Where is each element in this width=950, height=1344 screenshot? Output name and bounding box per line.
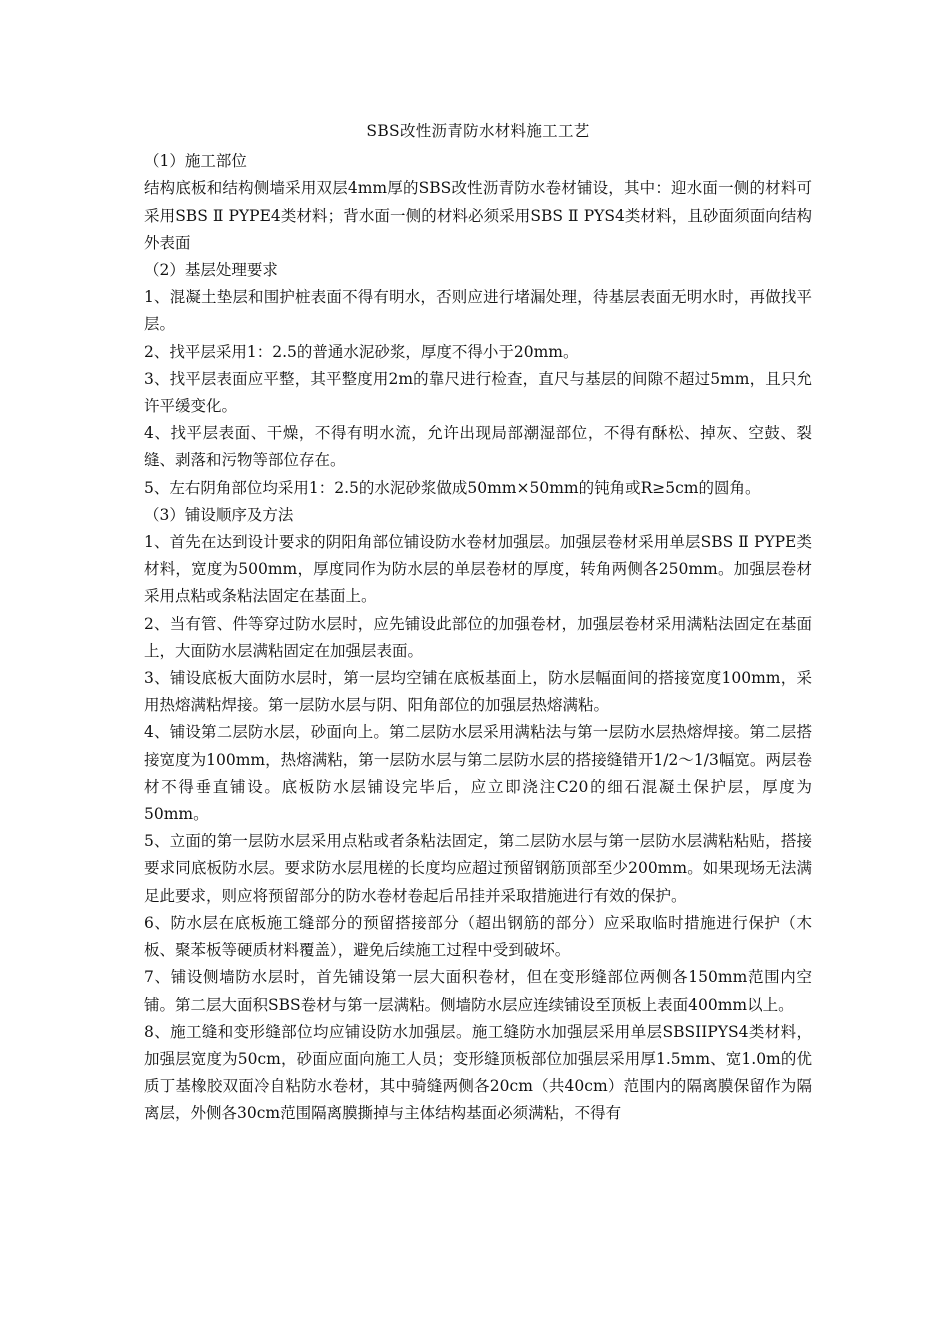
section-construction-location (144, 148, 812, 257)
section-heading: （2）基层处理要求 (144, 261, 278, 280)
paragraph: 1、首先在达到设计要求的阴阳角部位铺设防水卷材加强层。加强层卷材采用单层SBS Ⅱ PYPE类材料，宽度为500mm，厚度同作为防水层的单层卷材的厚度，转角两侧各250mm。加强层卷材采用点粘或条粘法固定在基面上。 (144, 533, 812, 606)
paragraph: 3、铺设底板大面防水层时，第一层均空铺在底板基面上，防水层幅面间的搭接宽度100mm，采用热熔满粘焊接。第一层防水层与阴、阳角部位的加强层热熔满粘。 (144, 669, 812, 715)
paragraph: 2、当有管、件等穿过防水层时，应先铺设此部位的加强卷材，加强层卷材采用满粘法固定在基面上，大面防水层满粘固定在加强层表面。 (144, 614, 812, 660)
paragraph: 5、立面的第一层防水层采用点粘或者条粘法固定，第二层防水层与第一层防水层满粘粘贴，搭接要求同底板防水层。要求防水层甩槎的长度均应超过预留钢筋顶部至少200mm。如果现场无法满足此要求，则应将预留部分的防水卷材卷起后吊挂并采取措施进行有效的保护。 (144, 832, 812, 905)
paragraph: 8、施工缝和变形缝部位均应铺设防水加强层。施工缝防水加强层采用单层SBSIIPYS4类材料，加强层宽度为50cm，砂面应面向施工人员；变形缝顶板部位加强层采用厚1.5mm、宽1.0m的优质丁基橡胶双面冷自粘防水卷材，其中骑缝两侧各20cm（共40cm）范围内的隔离膜保留作为隔离层，外侧各30cm范围隔离膜撕掉与主体结构基面必须满粘，不得有 (144, 1022, 812, 1123)
paragraph: 2、找平层采用1：2.5的普通水泥砂浆，厚度不得小于20mm。 (144, 342, 579, 361)
paragraph: 1、混凝土垫层和围护桩表面不得有明水，否则应进行堵漏处理，待基层表面无明水时，再做找平层。 (144, 288, 812, 334)
document-title: SBS改性沥青防水材料施工工艺 (366, 122, 590, 140)
section-laying-order (144, 502, 812, 1128)
paragraph: 4、找平层表面、干燥，不得有明水流，允许出现局部潮湿部位，不得有酥松、掉灰、空鼓、裂缝、剥落和污物等部位存在。 (144, 424, 812, 470)
document-page (144, 118, 812, 1128)
paragraph: 4、铺设第二层防水层，砂面向上。第二层防水层采用满粘法与第一层防水层热熔焊接。第二层搭接宽度为100mm，热熔满粘，第一层防水层与第二层防水层的搭接缝错开1/2～1/3幅宽。两层卷材不得垂直铺设。底板防水层铺设完毕后，应立即浇注C20的细石混凝土保护层，厚度为50mm。 (144, 723, 812, 824)
paragraph: 3、找平层表面应平整，其平整度用2m的靠尺进行检查，直尺与基层的间隙不超过5mm，且只允许平缓变化。 (144, 369, 812, 416)
paragraph: 结构底板和结构侧墙采用双层4mm厚的SBS改性沥青防水卷材铺设，其中：迎水面一侧的材料可采用SBS Ⅱ PYPE4类材料；背水面一侧的材料必须采用SBS Ⅱ PYS4类材料，且砂面须面向结构外表面 (144, 179, 812, 252)
section-base-treatment (144, 257, 812, 502)
section-heading: （3）铺设顺序及方法 (144, 505, 294, 524)
paragraph: 7、铺设侧墙防水层时，首先铺设第一层大面积卷材，但在变形缝部位两侧各150mm范围内空铺。第二层大面积SBS卷材与第一层满粘。侧墙防水层应连续铺设至顶板上表面400mm以上。 (144, 968, 812, 1014)
section-heading: （1）施工部位 (144, 152, 247, 171)
paragraph: 6、防水层在底板施工缝部分的预留搭接部分（超出钢筋的部分）应采取临时措施进行保护（木板、聚苯板等硬质材料覆盖），避免后续施工过程中受到破坏。 (144, 913, 812, 960)
paragraph: 5、左右阴角部位均采用1：2.5的水泥砂浆做成50mm×50mm的钝角或R≥5cm的圆角。 (144, 478, 761, 497)
